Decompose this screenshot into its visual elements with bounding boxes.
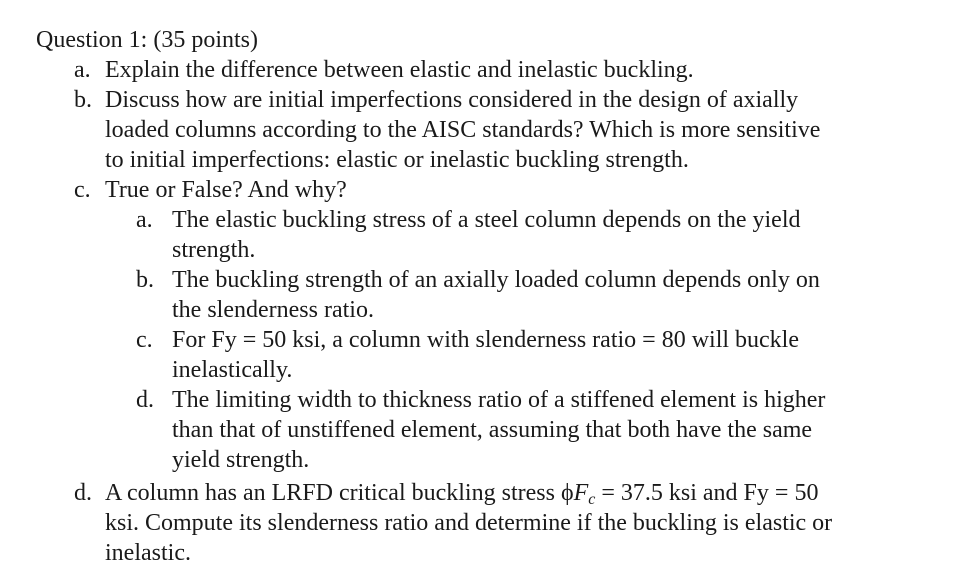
subitem-d-line-1: The limiting width to thickness ratio of a stiffened element is higher <box>172 387 826 413</box>
item-d-line-3: inelastic. <box>105 540 191 566</box>
item-b-marker: b. <box>74 87 92 113</box>
subitem-c-line-2: inelastically. <box>172 357 293 383</box>
item-d-line-2: ksi. Compute its slenderness ratio and determine if the buckling is elastic or <box>105 510 833 536</box>
item-b-line-1: Discuss how are initial imperfections considered in the design of axially <box>105 87 799 113</box>
item-b-line-2: loaded columns according to the AISC standards? Which is more sensitive <box>105 117 821 143</box>
item-c-marker: c. <box>74 177 91 203</box>
item-d-line-1-post: = 37.5 ksi and Fy = 50 <box>595 480 819 506</box>
item-a-text: Explain the difference between elastic and inelastic buckling. <box>105 57 694 83</box>
subitem-d-line-2: than that of unstiffened element, assuming that both have the same <box>172 417 813 443</box>
phi-symbol: ϕ <box>560 480 574 506</box>
subitem-a-marker: a. <box>136 207 153 233</box>
subitem-a-line-2: strength. <box>172 237 256 263</box>
subitem-d-marker: d. <box>136 387 154 413</box>
math-subscript-c: c <box>588 491 596 508</box>
subitem-b-marker: b. <box>136 267 154 293</box>
subitem-c-marker: c. <box>136 327 153 353</box>
item-d-line-1-pre: A column has an LRFD critical buckling stress <box>105 480 561 506</box>
subitem-b-line-2: the slenderness ratio. <box>172 297 374 323</box>
item-d-marker: d. <box>74 480 92 506</box>
subitem-a-line-1: The elastic buckling stress of a steel column depends on the yield <box>172 207 801 233</box>
item-d-line-1 <box>105 478 818 508</box>
subitem-c-line-1: For Fy = 50 ksi, a column with slenderness ratio = 80 will buckle <box>172 327 799 353</box>
item-b-line-3: to initial imperfections: elastic or inelastic buckling strength. <box>105 147 689 173</box>
question-title: Question 1: (35 points) <box>36 27 258 53</box>
math-F: F <box>573 480 589 506</box>
subitem-d-line-3: yield strength. <box>172 447 310 473</box>
item-a-marker: a. <box>74 57 91 83</box>
subitem-b-line-1: The buckling strength of an axially loaded column depends only on <box>172 267 820 293</box>
item-c-text: True or False? And why? <box>105 177 347 203</box>
